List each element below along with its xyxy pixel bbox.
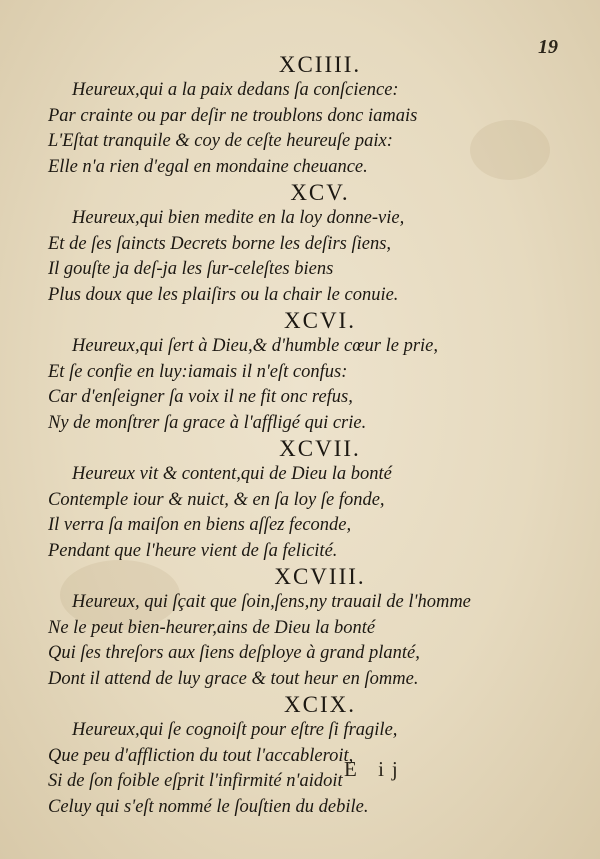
verse-line: Heureux,qui bien medite en la loy donne-vie, [72, 208, 405, 228]
verse-line: Il verra ſa maiſon en biens aſſez feconde, [48, 515, 352, 535]
verse-line: Qui ſes threſors aux ſiens deſploye à grand planté, [48, 643, 420, 663]
poem-body [0, 52, 600, 820]
verse-line: Ne le peut bien-heurer,ains de Dieu la bonté [48, 617, 376, 638]
verse-line: L'Eſtat tranquile & coy de ceſte heureuſe paix: [48, 131, 393, 151]
sonnet-94 [0, 52, 600, 180]
sonnet-99 [0, 692, 600, 820]
verse-line: Contemple iour & nuict, & en ſa loy ſe fonde, [48, 489, 385, 510]
sonnet-numeral: XCVII. [279, 436, 361, 461]
verse-line: Dont il attend de luy grace & tout heur en ſomme. [48, 668, 419, 689]
verse-line: Heureux,qui ſert à Dieu,& d'humble cœur le prie, [72, 336, 439, 356]
verse-line: Et de ſes ſaincts Decrets borne les deſirs ſiens, [48, 233, 392, 254]
verse-line: Si de ſon foible eſprit l'infirmité n'aidoit [48, 771, 343, 791]
verse-line: Heureux,qui ſe cognoiſt pour eſtre ſi fragile, [72, 720, 398, 740]
verse-line: Elle n'a rien d'egal en mondaine cheuance. [48, 156, 368, 177]
sonnet-numeral: XCIIII. [278, 52, 362, 77]
verse-line: Par crainte ou par deſir ne troublons donc iamais [48, 105, 418, 126]
sonnet-numeral: XCV. [290, 180, 350, 205]
folio-number: 19 [538, 36, 558, 58]
verse-line: Celuy qui s'eſt nommé le ſouſtien du debile. [48, 796, 369, 817]
verse-line: Que peu d'affliction du tout l'accableroit, [48, 745, 354, 766]
verse-line: Heureux, qui ſçait que ſoin,ſens,ny trauail de l'homme [72, 592, 471, 612]
verse-line: Plus doux que les plaiſirs ou la chair le conuie. [48, 284, 399, 305]
sonnet-95 [0, 180, 600, 308]
verse-line: Ny de monſtrer ſa grace à l'affligé qui crie. [48, 412, 367, 433]
sonnet-96 [0, 308, 600, 436]
sonnet-98 [0, 564, 600, 692]
verse-line: Heureux vit & content,qui de Dieu la bonté [72, 464, 392, 484]
verse-line: Heureux,qui a la paix dedans ſa conſcience: [72, 80, 399, 100]
sonnet-97 [0, 436, 600, 564]
signature-mark: E ij [344, 757, 406, 781]
sonnet-numeral: XCIX. [284, 692, 356, 717]
verse-line: Il gouſte ja deſ-ja les ſur-celeſtes biens [48, 259, 334, 279]
verse-line: Pendant que l'heure vient de ſa felicité. [48, 540, 338, 561]
verse-line: Et ſe confie en luy:iamais il n'eſt confus: [48, 361, 348, 382]
sonnet-numeral: XCVI. [284, 308, 356, 333]
verse-line: Car d'enſeigner ſa voix il ne fit onc refus, [48, 387, 353, 407]
sonnet-numeral: XCVIII. [274, 564, 366, 589]
